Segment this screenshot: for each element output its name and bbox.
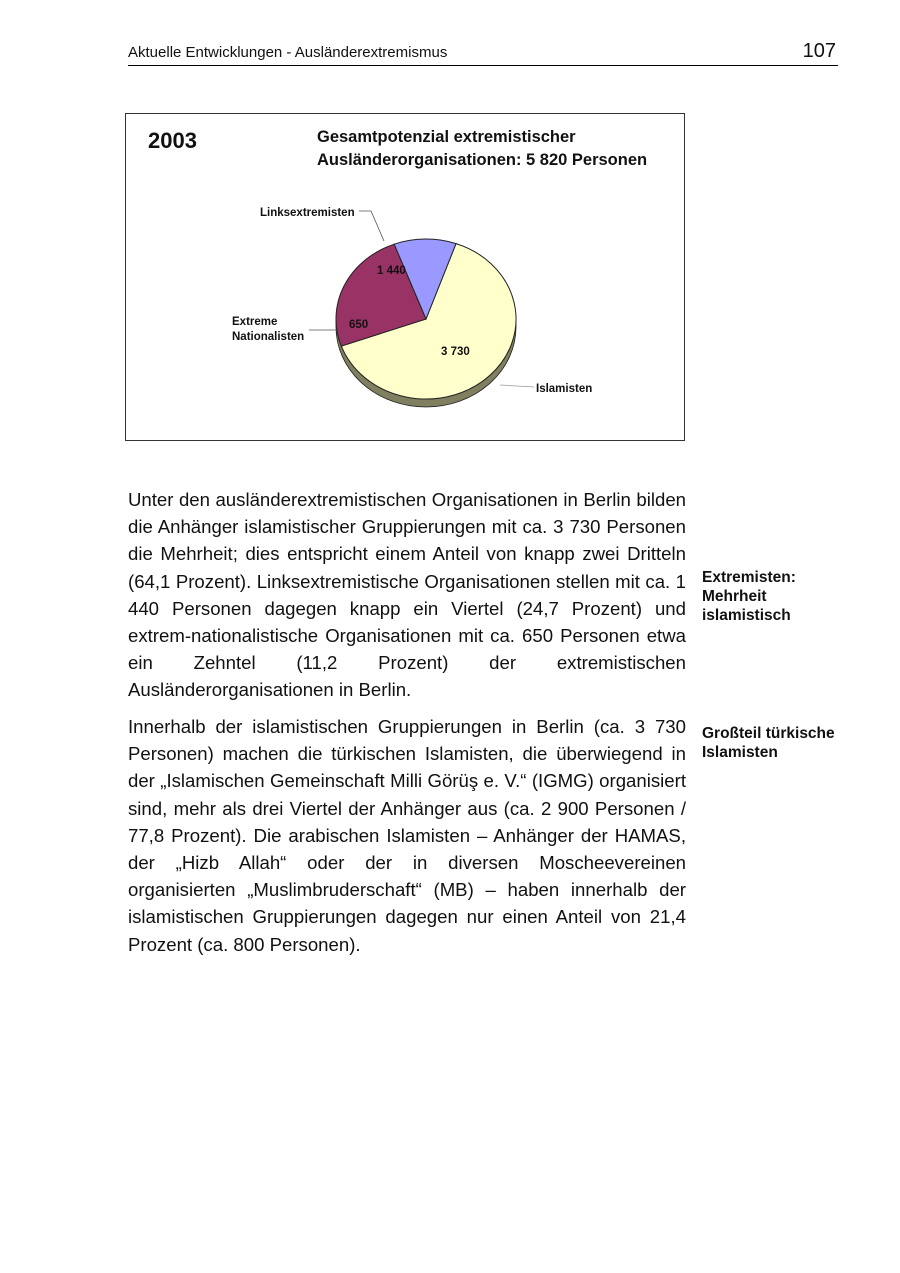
label-linksextremisten: Linksextremisten (260, 207, 355, 219)
paragraph-1: Unter den ausländerextremistischen Organisationen in Berlin bilden die Anhänger islamistischer Gruppierungen mit ca. 3 730 Personen die Mehrheit; dies entspricht einem Anteil von knapp zwei Dritteln (64,1 Prozent). Linksextremistische Organisationen stellen mit ca. 1 440 Personen dagegen knapp ein Viertel (24,7 Prozent) und extrem-nationalistische Organisationen mit ca. 650 Personen etwa ein Zehntel (11,2 Prozent) der extremistischen Ausländerorganisationen in Berlin. (128, 489, 686, 701)
label-nationalisten-line2: Nationalisten (232, 331, 305, 343)
leader-line-linksextremisten (359, 211, 384, 241)
value-label-nationalisten: 650 (349, 319, 369, 331)
pie-chart (126, 114, 686, 442)
margin-note-1-line-3: islamistisch (702, 607, 791, 624)
value-label-islamisten: 3 730 (441, 346, 470, 358)
chart-year: 2003 (148, 128, 197, 153)
page-number: 107 (802, 40, 836, 62)
leader-line-islamisten (500, 385, 534, 387)
header-title: Aktuelle Entwicklungen - Ausländerextremismus (128, 44, 448, 61)
chart-title-line1: Gesamtpotenzial extremistischer (317, 128, 576, 146)
margin-note-extremisten (702, 568, 862, 625)
margin-note-2-line-2: Islamisten (702, 744, 778, 761)
paragraph-2: Innerhalb der islamistischen Gruppierungen in Berlin (ca. 3 730 Personen) machen die türkischen Islamisten, die überwiegend in der „Islamischen Gemeinschaft Milli Görüş e. V.“ (IGMG) organisiert sind, mehr als drei Viertel der Anhänger aus (ca. 2 900 Personen / 77,8 Prozent). Die arabischen Islamisten – Anhänger der HAMAS, der „Hizb Allah“ oder der in diversen Moscheevereinen organisierten „Muslimbruderschaft“ (MB) – haben innerhalb der islamistischen Gruppierungen dagegen nur einen Anteil von 21,4 Prozent (ca. 800 Personen). (128, 716, 686, 955)
margin-note-tuerkische-islamisten (702, 724, 862, 762)
running-header (128, 38, 838, 66)
label-nationalisten-line1: Extreme (232, 316, 278, 328)
value-label-linksextremisten: 1 440 (377, 265, 406, 277)
margin-note-2-line-1: Großteil türkische (702, 725, 835, 742)
pie-chart-figure (125, 113, 685, 441)
margin-note-1-line-1: Extremisten: (702, 569, 796, 586)
margin-note-1-line-2: Mehrheit (702, 588, 767, 605)
label-islamisten: Islamisten (536, 383, 593, 395)
chart-title-line2: Ausländerorganisationen: 5 820 Personen (317, 151, 648, 169)
